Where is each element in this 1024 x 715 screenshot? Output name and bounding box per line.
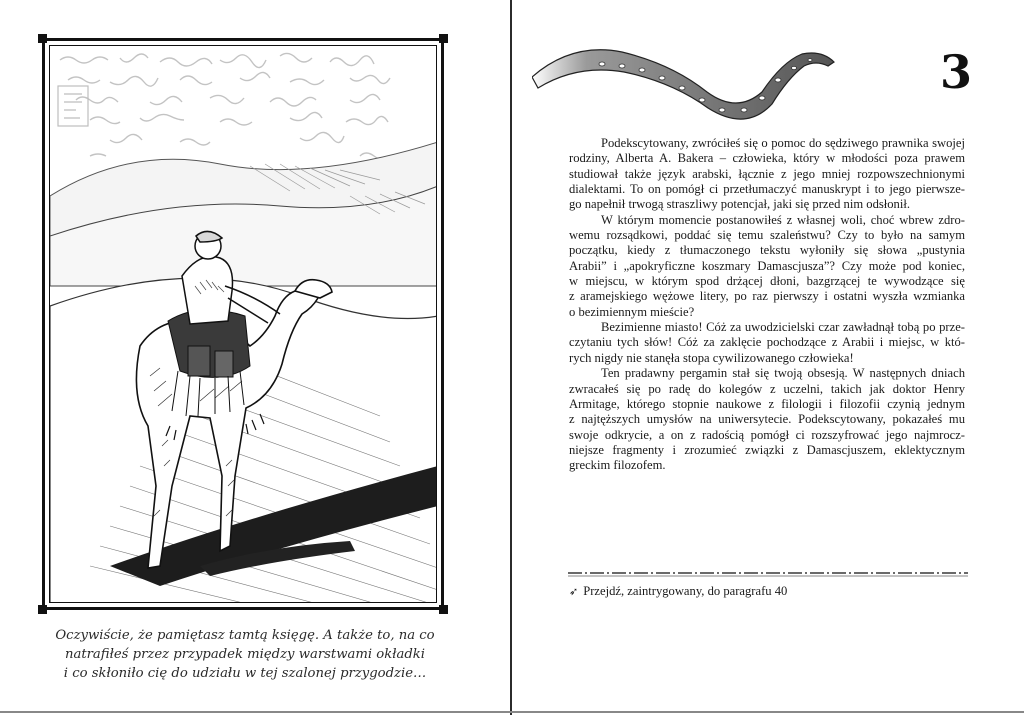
text-line: Podekscytowany, zwróciłeś się o pomoc do sędziwego prawnika swojej <box>601 136 965 150</box>
bottom-edge <box>0 711 1024 713</box>
text-line: zwracałeś się po radę do kolegów z uczelni, takich jak doktor Henry <box>569 381 965 396</box>
text-line: niejsze fragmenty i zrozumieć związki z Damascjuszem, eklektycznym <box>569 442 965 457</box>
caption-line: natrafiłeś przez przypadek między warstwami okładki <box>64 647 426 662</box>
text-line: o bezimiennym mieście? <box>569 304 695 319</box>
chapter-body <box>569 136 965 474</box>
text-line: Arabii” i „apokryficzne koszmary Damascjusza”? Czy może pod koniec, <box>569 258 965 273</box>
text-line: W którym momencie postanowiłeś z własnej woli, choć wbrew zdro- <box>601 212 965 227</box>
frame-corner-ornament <box>439 605 448 614</box>
text-line: z najtęższych umysłów na uniwersytecie. Podekscytowany, pokazałeś mu <box>569 412 965 427</box>
text-line: rodziny, Alberta A. Bakera – człowieka, który w młodości poza prawem <box>569 151 965 166</box>
illustration-caption <box>50 626 440 683</box>
text-line: Bezimienne miasto! Cóż za uwodzicielski czar zawładnął tobą po prze- <box>601 320 965 335</box>
paragraph <box>569 136 965 213</box>
text-line: dialektami. To on pomógł ci przetłumaczyć manuskrypt i to jego pierwsze- <box>569 182 965 197</box>
next-paragraph-instruction <box>569 583 969 600</box>
chapter-number: 3 <box>939 45 972 99</box>
page-gutter <box>510 0 512 715</box>
illustration-frame-inner <box>49 45 437 603</box>
text-line: czytaniu tych słów! Cóż za zaklęcie pochodzące z Arabii i miejsc, w któ- <box>569 335 965 350</box>
camel-rider-illustration <box>50 46 437 603</box>
frame-corner-ornament <box>439 34 448 43</box>
paragraph <box>569 320 965 366</box>
frame-corner-ornament <box>38 34 47 43</box>
text-line: studiował także język arabski, łącznie z jego mniej rozpowszechnionymi <box>569 166 965 181</box>
text-line: Ten pradawny pergamin stał się twoją obsesją. W następnych dniach <box>601 366 965 381</box>
ornamental-divider <box>568 568 968 578</box>
text-line: wemu rozsądkowi, poddać się temu szaleństwu? Czy to było na samym <box>569 228 965 243</box>
text-line: go napełnił trwogą straszliwy potencjał, jaki się przed nim odsłonił. <box>569 197 911 212</box>
text-line: greckim filozofem. <box>569 458 666 473</box>
caption-line: Oczywiście, że pamiętasz tamtą księgę. A także to, na co <box>55 628 435 643</box>
arrow-icon: ➶ <box>569 586 579 598</box>
paragraph <box>569 366 965 473</box>
text-line: z aramejskiego wężowe litery, po raz pierwszy i ostatni wyszła wzmianka <box>569 289 965 304</box>
tentacle-illustration <box>532 22 844 122</box>
text-line: swoje odkrycie, a on z radością pomógł ci rozszyfrować jego najmrocz- <box>569 427 965 442</box>
instruction-text: Przejdź, zaintrygowany, do paragrafu 40 <box>583 584 788 598</box>
text-line: początku, kiedy z tłumaczonego tekstu wyłoniły się słowa „pustynia <box>569 243 965 258</box>
text-line: rych nigdy nie stanęła stopa cywilizowanego człowieka! <box>569 350 854 365</box>
text-line: Armitage, którego stopnie naukowe z filologii i filozofii czynią jednym <box>569 396 965 411</box>
paragraph <box>569 213 965 320</box>
caption-line: i co skłoniło cię do udziału w tej szalonej przygodzie… <box>63 666 427 681</box>
text-line: w miejscu, w którym spod drżącej dłoni, bazgrzącej te wywodzące się <box>569 274 965 289</box>
frame-corner-ornament <box>38 605 47 614</box>
